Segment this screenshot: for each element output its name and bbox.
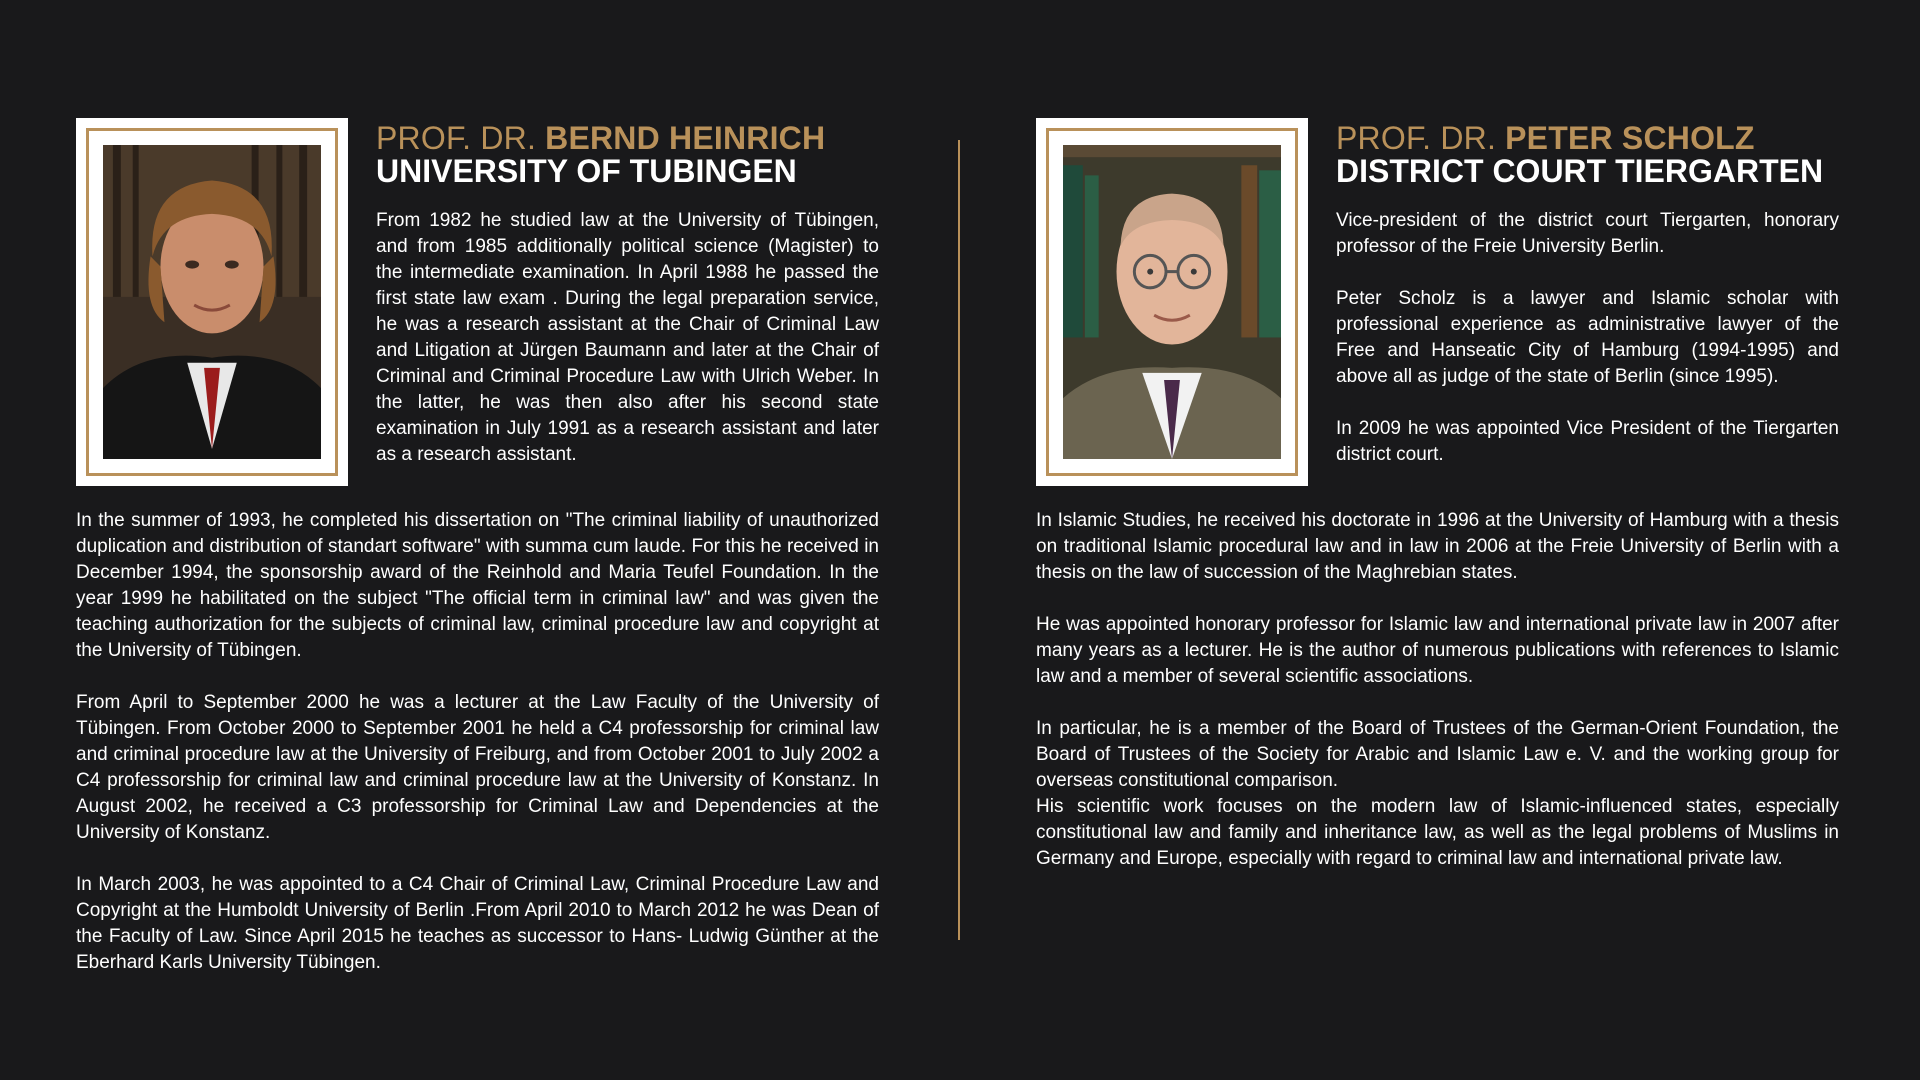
bio-continued xyxy=(1036,486,1839,872)
bio-paragraph: From April to September 2000 he was a lecturer at the Law Faculty of the University of Tübingen. From October 2000 to September 2001 he held a C4 professorship for criminal law and criminal procedure law at the University of Freiburg, and from October 2001 to July 2002 a C4 professorship for criminal law and criminal procedure law at the University of Konstanz. In August 2002, he received a C3 professorship for Criminal Law and Dependencies at the University of Konstanz. xyxy=(76,692,879,843)
bio-paragraph: In March 2003, he was appointed to a C4 Chair of Criminal Law, Criminal Procedure Law and Copyright at the Humboldt University of Berlin .From April 2010 to March 2012 he was Dean of the Faculty of Law. Since April 2015 he teaches as successor to Hans- Ludwig Günther at the Eberhard Karls University Tübingen. xyxy=(76,874,879,973)
speaker-affiliation: DISTRICT COURT TIERGARTEN xyxy=(1336,153,1824,189)
bio-paragraph: In 2009 he was appointed Vice President of the Tiergarten district court. xyxy=(1336,418,1839,465)
bio-paragraph: From 1982 he studied law at the University of Tübingen, and from 1985 additionally political science (Magister) to the intermediate examination. In April 1988 he passed the first state law exam . During the legal preparation service, he was a research assistant at the Chair of Criminal Law and Litigation at Jürgen Baumann and later at the Chair of Criminal and Criminal Procedure Law with Ulrich Weber. In the latter, he was then also after his second state examination in July 1991 as a research assistant and later as a research assistant. xyxy=(376,210,879,465)
bio-continued xyxy=(76,486,879,976)
title-prefix: PROF. DR. xyxy=(1336,120,1497,156)
portrait-frame xyxy=(1036,118,1308,486)
profile-bernd-heinrich xyxy=(76,118,879,1002)
speaker-affiliation: UNIVERSITY OF TUBINGEN xyxy=(376,153,797,189)
portrait-photo-bernd-heinrich xyxy=(103,145,321,459)
bio-paragraph: In Islamic Studies, he received his doctorate in 1996 at the University of Hamburg with a thesis on traditional Islamic procedural law and in law in 2006 at the Freie University of Berlin with a thesis on the law of succession of the Maghrebian states. xyxy=(1036,510,1839,583)
bio-paragraph: His scientific work focuses on the modern law of Islamic-influenced states, especially constitutional law and family and inheritance law, as well as the legal problems of Muslims in Germany and Europe, especially with regard to criminal law and international private law. xyxy=(1036,796,1839,869)
bio-paragraph: In the summer of 1993, he completed his dissertation on "The criminal liability of unauthorized duplication and distribution of standart software" with summa cum laude. For this he received in December 1994, the sponsorship award of the Reinhold and Maria Teufel Foundation. In the year 1999 he habilitated on the subject "The official term in criminal law" and was given the teaching authorization for the subjects of criminal law, criminal procedure law and copyright at the University of Tübingen. xyxy=(76,510,879,661)
portrait-frame xyxy=(76,118,348,486)
speaker-surname: BERND HEINRICH xyxy=(545,120,826,156)
profile-peter-scholz xyxy=(1036,118,1839,898)
bio-paragraph: He was appointed honorary professor for Islamic law and international private law in 2007 after many years as a lecturer. He is the author of numerous publications with references to Islamic law and a member of several scientific associations. xyxy=(1036,614,1839,687)
bio-paragraph: In particular, he is a member of the Board of Trustees of the German-Orient Foundation, the Board of Trustees of the Society for Arabic and Islamic Law e. V. and the working group for overseas constitutional comparison. xyxy=(1036,718,1839,791)
bio-paragraph: Vice-president of the district court Tiergarten, honorary professor of the Freie University Berlin. xyxy=(1336,210,1839,257)
bio-paragraph: Peter Scholz is a lawyer and Islamic scholar with professional experience as administrative lawyer of the Free and Hanseatic City of Hamburg (1994-1995) and above all as judge of the state of Berlin (since 1995). xyxy=(1336,288,1839,387)
speaker-surname: PETER SCHOLZ xyxy=(1505,120,1755,156)
column-divider xyxy=(958,140,960,940)
title-prefix: PROF. DR. xyxy=(376,120,537,156)
portrait-photo-peter-scholz xyxy=(1063,145,1281,459)
